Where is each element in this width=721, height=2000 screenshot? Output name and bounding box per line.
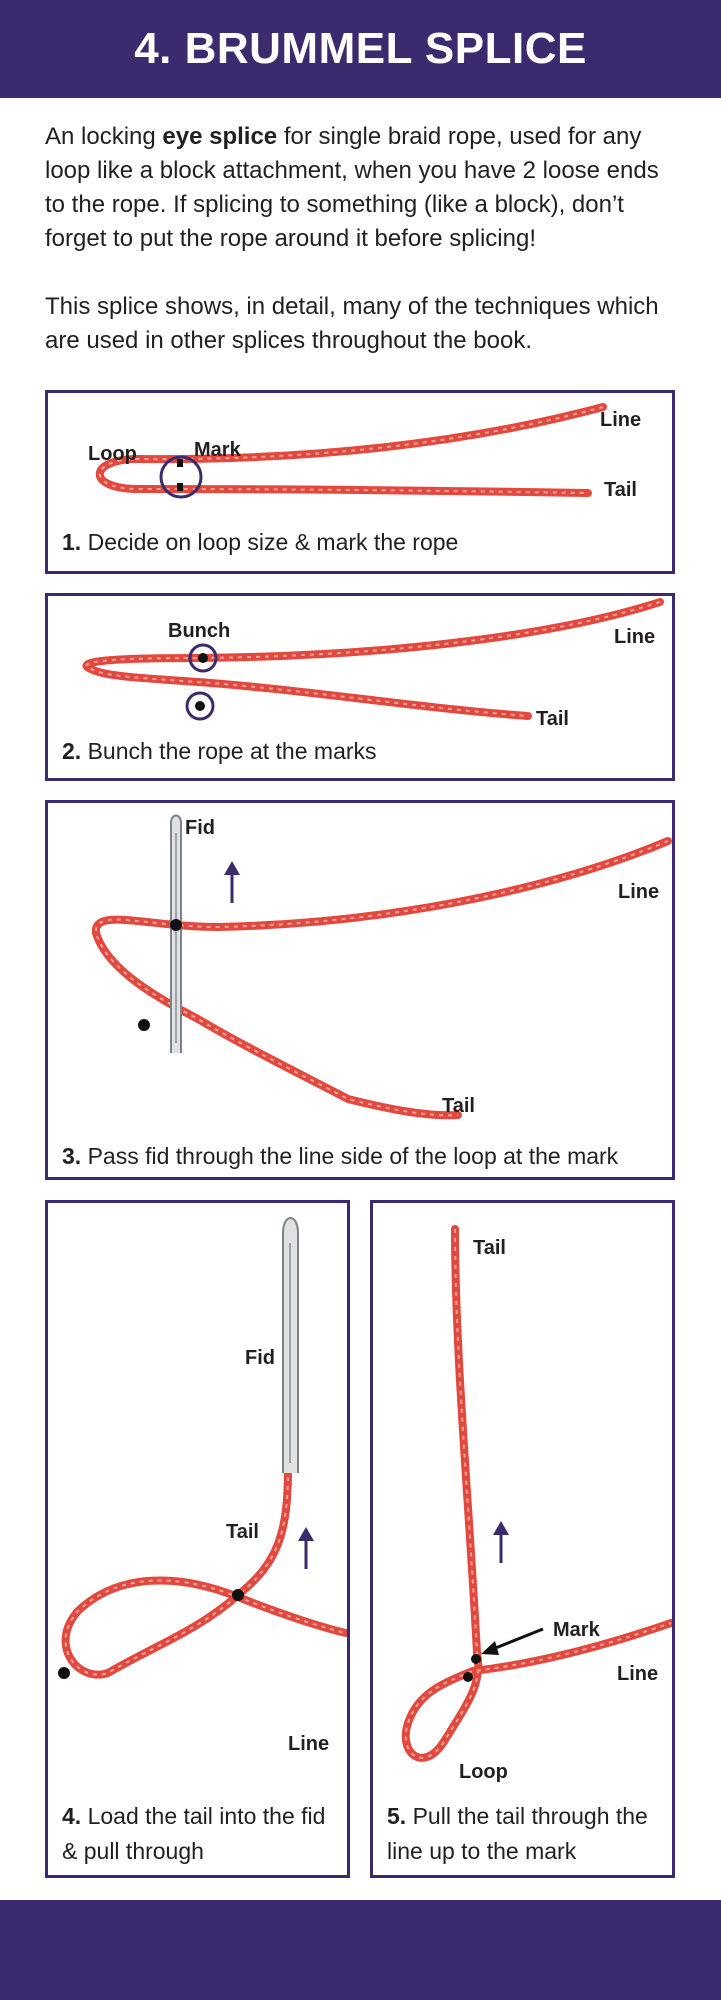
label-mark: Mark — [553, 1619, 600, 1641]
mark-dot — [170, 919, 182, 931]
mark-dot — [58, 1667, 70, 1679]
up-arrow-icon — [493, 1521, 509, 1563]
label-line: Line — [288, 1733, 330, 1755]
step-5-illustration — [373, 1203, 672, 1875]
fid-tool — [283, 1218, 298, 1473]
step-number: 2. — [62, 738, 82, 764]
fid-tool — [171, 816, 181, 1054]
label-line: Line — [600, 409, 642, 431]
step-5-panel — [370, 1200, 675, 1878]
step-text: Load the tail into the fid & pull through — [62, 1803, 326, 1864]
step-3-illustration — [48, 803, 672, 1177]
label-line: Line — [614, 626, 656, 648]
step-4-panel — [45, 1200, 350, 1878]
up-arrow-icon — [298, 1527, 314, 1569]
label-mark: Mark — [194, 439, 241, 461]
step-4-illustration — [48, 1203, 347, 1875]
label-tail: Tail — [536, 708, 569, 730]
label-fid: Fid — [245, 1347, 275, 1369]
step-2-panel — [45, 593, 675, 781]
step-number: 1. — [62, 529, 82, 555]
step-3-caption — [62, 1139, 618, 1174]
page-title: 4. BRUMMEL SPLICE — [134, 24, 587, 73]
label-tail: Tail — [604, 479, 637, 501]
mark-dot — [177, 459, 183, 467]
intro-paragraph-1 — [45, 120, 685, 256]
label-loop: Loop — [88, 443, 137, 465]
intro-text-end: for single braid rope, used for any loop like a block attachment, when you have 2 loose ends to the rope. If splicing to something (like a block), don’t forget to put the rope around it before splicing! — [45, 123, 659, 252]
step-1-caption — [62, 525, 458, 560]
step-text: Bunch the rope at the marks — [81, 738, 377, 764]
label-line: Line — [617, 1663, 659, 1685]
intro-text-start: An locking — [45, 123, 163, 150]
intro-text — [45, 120, 685, 358]
step-text: Pass fid through the line side of the loop at the mark — [81, 1143, 619, 1169]
step-2-caption — [62, 734, 377, 769]
bunch-mark — [198, 653, 208, 663]
label-line: Line — [618, 881, 660, 903]
label-bunch: Bunch — [168, 620, 231, 642]
step-number: 5. — [387, 1803, 407, 1829]
footer-band — [0, 1900, 721, 2000]
step-number: 3. — [62, 1143, 82, 1169]
intro-paragraph-2: This splice shows, in detail, many of the techniques which are used in other splices throughout the book. — [45, 293, 659, 354]
intro-bold-term: eye splice — [162, 123, 278, 150]
step-3-panel — [45, 800, 675, 1180]
label-tail: Tail — [473, 1237, 506, 1259]
step-text: Decide on loop size & mark the rope — [81, 529, 459, 555]
step-text: Pull the tail through the line up to the mark — [387, 1803, 648, 1864]
mark-dot — [471, 1654, 481, 1664]
bunch-mark — [195, 701, 205, 711]
pointer-arrow-icon — [481, 1629, 543, 1655]
label-loop: Loop — [459, 1761, 508, 1783]
mark-dot — [463, 1672, 473, 1682]
label-fid: Fid — [185, 817, 215, 839]
mark-dot — [232, 1589, 244, 1601]
mark-dot — [138, 1019, 150, 1031]
up-arrow-icon — [224, 861, 240, 903]
step-4-caption — [62, 1799, 342, 1869]
step-1-panel — [45, 390, 675, 574]
title-banner — [0, 0, 721, 98]
label-tail: Tail — [442, 1095, 475, 1117]
mark-dot — [177, 483, 183, 491]
label-tail: Tail — [226, 1521, 259, 1543]
step-5-caption — [387, 1799, 667, 1869]
step-number: 4. — [62, 1803, 82, 1829]
